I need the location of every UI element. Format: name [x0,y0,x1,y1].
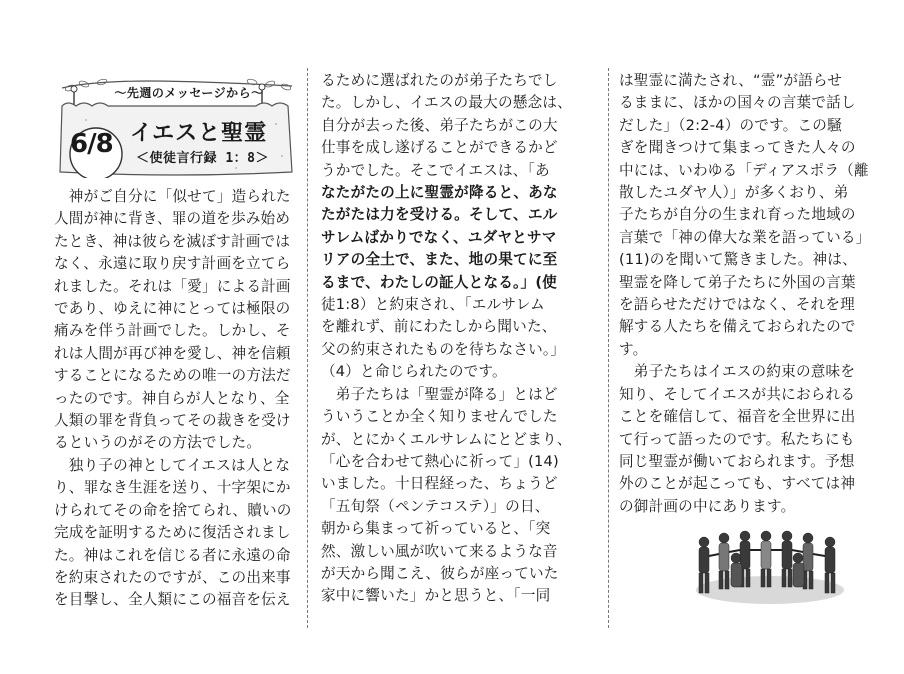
message-header-banner [56,76,298,178]
article-line: たがたは力を受ける。そして、エル [321,206,558,224]
article-line: を語らせただけではなく、それを理 [619,296,855,314]
article-line: が、とにかくエルサレムにとどまり、 [321,430,572,448]
article-line: 人間が神に背き、罪の道を歩み始め [54,210,291,228]
article-line: 弟子たちは「聖霊が降る」とはど [321,385,558,403]
article-line: たとき、神は彼らを滅ぼす計画では [54,232,291,250]
article-line: れました。それは「愛」による計画 [54,277,291,295]
article-line: 同じ聖霊が働いておられます。予想 [619,452,855,470]
article-line: 完成を証明するために復活されまし [54,524,291,542]
article-line: が天から聞こえ、彼らが座っていた [321,564,559,582]
article-line: 知り、そしてイエスが共におられる [619,385,856,403]
article-line: (11)のを聞いて驚きました。神は、 [619,251,857,269]
article-line: 人類の罪を背負ってその裁きを受け [54,412,291,430]
article-line: 然、激しい風が吹いて来るような音 [321,542,558,560]
article-column-1 [54,186,292,612]
article-line: を離れず、前にわたしから聞いた、 [321,318,557,336]
message-title: イエスと聖霊 [130,121,268,146]
column-divider [307,68,308,628]
article-line: 言葉で「神の偉大な業を語っている」 [619,228,871,246]
praying-circle-illustration [690,528,850,612]
article-line: 外のことが起こっても、すべては神 [619,475,856,493]
article-column-2 [321,70,572,608]
article-column-3 [619,70,871,518]
article-line: て行って語ったのです。私たちにも [619,430,855,448]
article-line: ことを確信して、福音を全世界に出 [619,408,856,426]
article-line: いました。十日程経った、ちょうど [321,475,558,493]
article-line: 弟子たちはイエスの約束の意味を [619,363,856,381]
article-line: （4）と命じられたのです。 [321,363,507,381]
article-line: なく、永遠に取り戻す計画を立てら [54,255,291,273]
article-line: けられてその命を捨てられ、贖いの [54,501,292,519]
article-line: ういうことか全く知りませんでした [321,408,558,426]
article-line: た。しかし、イエスの最大の懸念は、 [321,94,572,112]
article-line: うかでした。そこでイエスは、「あ [321,161,550,179]
scripture-reference: ＜使徒言行録 1：8＞ [136,151,269,166]
article-line: 「心を合わせて熱心に祈って」(14) [321,452,559,470]
article-line: 徒1:8）と約束され、「エルサレム [321,296,545,314]
article-line: た。神はこれを信じる者に永遠の命 [54,546,291,564]
article-line: の御計画の中にあります。 [619,497,796,515]
article-line: サレムばかりでなく、ユダヤとサマ [321,228,557,246]
article-line: ぎを聞きつけて集まってきた人々の [619,139,856,157]
article-line: リアの全土で、また、地の果てに至 [321,251,558,269]
article-line: るまで、わたしの証人となる。」(使 [321,273,557,291]
article-line: り、罪なき生涯を送り、十字架にか [54,479,291,497]
article-line: 「五旬祭（ペンテコステ）」の日、 [321,497,550,515]
article-line: ったのです。神自らが人となり、全 [54,389,290,407]
article-line: 朝から集まって祈っていると、「突 [321,520,551,538]
article-line: 家中に響いた」かと思うと、「一同 [321,587,551,605]
article-line: は聖霊に満たされ、“霊”が語らせ [619,72,843,89]
article-line: なたがたの上に聖霊が降ると、あな [321,184,558,202]
article-line: 自分が去った後、弟子たちがこの大 [321,116,558,134]
article-line: れは人間が再び神を愛し、神を信頼 [54,344,291,362]
article-line: を目撃し、全人類にこの福音を伝え [54,591,291,609]
column-divider [608,68,609,628]
article-line: るままに、ほかの国々の言葉で話し [619,94,856,112]
article-line: 神がご自分に「似せて」造られた [54,188,291,205]
article-line: 痛みを伴う計画でした。しかし、そ [54,322,291,340]
article-line: 独り子の神としてイエスは人とな [54,456,291,474]
article-line: 聖霊を降して弟子たちに外国の言葉 [619,273,856,291]
article-line: るために選ばれたのが弟子たちでし [321,72,558,89]
article-line: 仕事を成し遂げることができるかど [321,139,558,157]
message-date: 6/8 [70,129,113,159]
article-line: るというのがその方法でした。 [54,434,262,452]
article-line: であり、ゆえに神にとっては極限の [54,300,291,318]
article-line: だした」（2:2-4）のです。この騒 [619,116,842,134]
header-subtitle: ～先週のメッセージから～ [114,86,264,100]
article-line: 解する人たちを備えておられたので [619,318,856,336]
article-line: 子たちが自分の生まれ育った地域の [619,206,856,224]
article-line: す。 [619,340,648,358]
article-line: することになるための唯一の方法だ [54,367,291,385]
article-line: 散したユダヤ人）」が多くおり、弟 [619,184,849,202]
article-line: 父の約束されたものを待ちなさい。」 [321,340,566,358]
article-line: 中には、いわゆる「ディアスポラ（離 [619,161,869,179]
article-line: を約束されたのですが、この出来事 [54,568,291,586]
